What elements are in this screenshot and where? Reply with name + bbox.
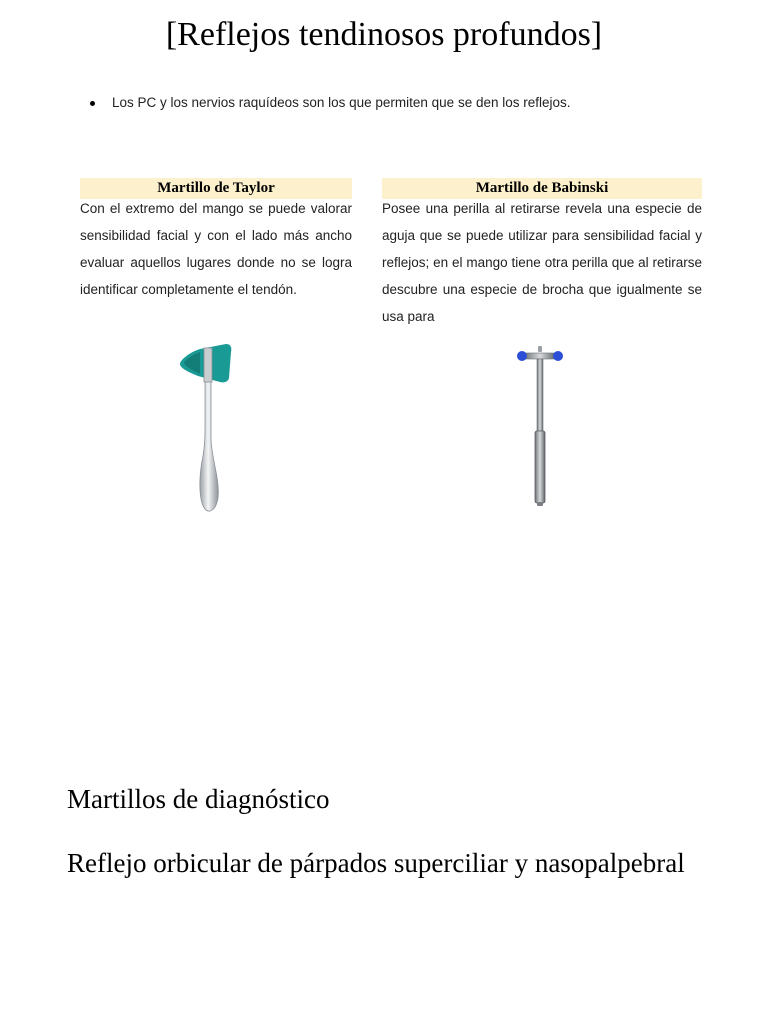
babinski-column: [382, 178, 702, 330]
babinski-heading: Martillo de Babinski: [382, 178, 702, 199]
taylor-description: Con el extremo del mango se puede valorar sensibilidad facial y con el lado más ancho evaluar aquellos lugares donde no se logra identificar completamente el tendón.: [80, 201, 352, 297]
bullet-list: [90, 93, 571, 113]
reflex-heading: Reflejo orbicular de párpados superciliar y nasopalpebral: [67, 848, 685, 878]
babinski-description: Posee una perilla al retirarse revela una especie de aguja que se puede utilizar para sensibilidad facial y reflejos; en el mango tiene otra perilla que al retirarse descubre una especie de brocha que igualmente se usa para: [382, 201, 702, 324]
diagnostic-hammers-heading: Martillos de diagnóstico: [67, 784, 330, 814]
babinski-hammer-image: [514, 344, 566, 510]
list-item: Los PC y los nervios raquídeos son los que permiten que se den los reflejos.: [90, 93, 571, 113]
taylor-column: [80, 178, 352, 330]
page-title: [Reflejos tendinosos profundos]: [165, 16, 603, 53]
taylor-heading: Martillo de Taylor: [80, 178, 352, 199]
taylor-hammer-image: [176, 340, 240, 516]
